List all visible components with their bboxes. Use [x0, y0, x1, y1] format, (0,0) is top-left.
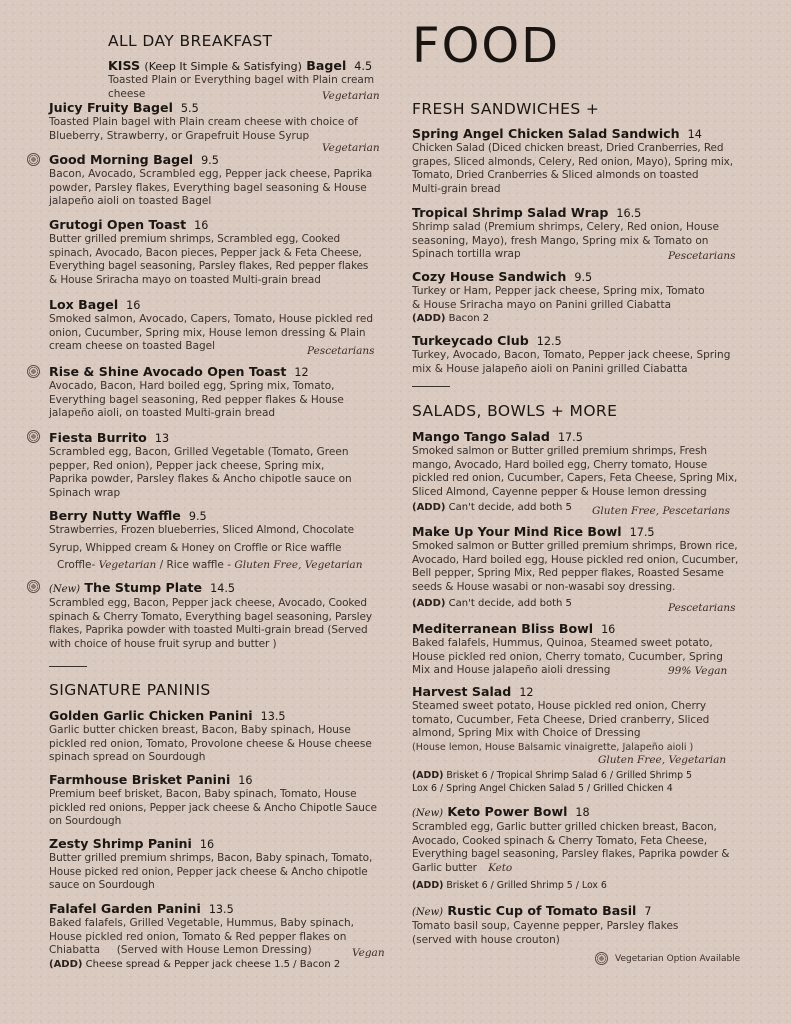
- new-badge: (New): [412, 907, 444, 918]
- item-price: 12.5: [536, 335, 562, 348]
- item-name: Fiesta Burrito: [49, 430, 147, 445]
- item-desc: almond, Spring Mix with Choice of Dressing: [412, 727, 641, 740]
- item-desc: Shrimp salad (Premium shrimps, Celery, Red onion, House: [412, 221, 719, 233]
- item-price: 12: [294, 366, 309, 379]
- item-desc: Steamed sweet potato, House pickled red onion, Cherry: [412, 700, 707, 712]
- item-name: Good Morning Bagel: [49, 152, 194, 167]
- item-name: Lox Bagel: [49, 297, 119, 312]
- item-desc: Chicken Salad (Diced chicken breast, Dried Cranberries, Red: [412, 142, 724, 154]
- item-desc: mix & House jalapeño aioli on Panini grilled Ciabatta: [412, 362, 688, 375]
- item-desc: Smoked salmon, Avocado, Capers, Tomato, House pickled red: [49, 313, 374, 325]
- item-price: 16: [199, 838, 215, 851]
- breakfast-section-title: ALL DAY BREAKFAST: [108, 32, 273, 50]
- item-price: 12: [519, 686, 534, 699]
- item-desc: grapes, Sliced almonds, Celery, Red onion, Mayo), Spring mix,: [412, 155, 734, 168]
- item-desc: Garlic butter chicken breast, Bacon, Baby spinach, House: [49, 724, 351, 736]
- item-desc: (House lemon, House Balsamic vinaigrette, Jalapeño aioli ): [412, 741, 694, 753]
- item-price: 13.5: [208, 903, 234, 916]
- menu-item-harvest-salad: [412, 684, 762, 796]
- menu-item-golden-garlic-panini: [49, 708, 394, 765]
- item-desc: Croffle-: [57, 559, 96, 572]
- item-price: 18: [575, 806, 590, 819]
- item-desc: Premium beef brisket, Bacon, Baby spinach, Tomato, House: [49, 788, 357, 800]
- item-desc: Tomato basil soup, Cayenne pepper, Parsley flakes: [412, 920, 679, 932]
- item-name: Golden Garlic Chicken Panini: [49, 708, 253, 723]
- menu-item-zesty-shrimp-panini: [49, 836, 394, 893]
- item-desc: Turkey, Avocado, Bacon, Tomato, Pepper jack cheese, Spring: [412, 349, 731, 361]
- item-desc: spinach spread on Sourdough: [49, 751, 206, 764]
- item-price: 16.5: [616, 207, 642, 220]
- item-price: 13.5: [260, 710, 286, 723]
- diet-tag: Pescetarians: [307, 345, 375, 357]
- item-name: Keto Power Bowl: [447, 804, 568, 819]
- add-text: Brisket 6 / Grilled Shrimp 5 / Lox 6: [446, 880, 607, 892]
- diet-tag: Vegetarian: [322, 142, 380, 154]
- add-label: (ADD): [49, 958, 83, 970]
- menu-item-keto-power-bowl: [412, 804, 762, 893]
- menu-item-falafel-garden-panini: [49, 901, 394, 971]
- item-desc: Bell pepper, Spring Mix, Red pepper flakes, Roasted Sesame: [412, 567, 724, 580]
- item-name: Rustic Cup of Tomato Basil: [447, 903, 637, 918]
- item-desc: Everything bagel seasoning, Red pepper flakes & House: [49, 393, 344, 406]
- item-desc: Scrambled egg, Bacon, Grilled Vegetable (Tomato, Green: [49, 446, 349, 458]
- diet-tag: Gluten Free, Vegetarian: [234, 559, 363, 572]
- item-desc: Multi-grain bread: [412, 182, 501, 195]
- menu-item-fiesta-burrito: [49, 430, 394, 500]
- item-price: 16: [601, 623, 616, 636]
- menu-item-stump-plate: [49, 580, 394, 651]
- salads-section-title: SALADS, BOWLS + MORE: [412, 402, 618, 420]
- vegetarian-option-icon: [595, 952, 608, 965]
- add-text: Brisket 6 / Tropical Shrimp Salad 6 / Grilled Shrimp 5: [446, 770, 693, 782]
- add-text: Can't decide, add both 5: [448, 598, 572, 610]
- add-text: Can't decide, add both 5: [448, 502, 572, 514]
- item-price: 9.5: [188, 510, 207, 523]
- new-badge: (New): [49, 584, 81, 595]
- add-label: (ADD): [412, 880, 444, 892]
- add-text: Bacon 2: [448, 313, 490, 325]
- item-desc: Scrambled egg, Bacon, Pepper jack cheese, Avocado, Cooked: [49, 597, 367, 609]
- menu-item-good-morning-bagel: [49, 152, 394, 209]
- add-label: (ADD): [412, 502, 446, 514]
- item-desc: spinach & Cherry Tomato, Everything bagel seasoning, Parsley: [49, 610, 372, 623]
- item-price: 14: [687, 128, 702, 141]
- item-desc: Scrambled egg, Garlic butter grilled chicken breast, Bacon,: [412, 821, 717, 833]
- diet-tag: Gluten Free, Vegetarian: [598, 754, 727, 766]
- menu-item-make-up-rice-bowl: [412, 524, 762, 611]
- item-desc: mango, Avocado, Hard boiled egg, Cherry tomato, House: [412, 458, 708, 471]
- item-name: Farmhouse Brisket Panini: [49, 772, 231, 787]
- item-desc: spinach, Avocado, Bacon pieces, Pepper jack & Feta Cheese,: [49, 246, 362, 259]
- item-desc: Sliced Almond, Cayenne pepper & House lemon dressing: [412, 485, 707, 498]
- item-price: 7: [644, 905, 652, 918]
- item-desc: tomato, Cucumber, Feta Cheese, Dried cranberry, Sliced: [412, 713, 710, 726]
- item-desc: cheese: [108, 87, 146, 100]
- item-price: 17.5: [629, 526, 655, 539]
- item-desc: Turkey or Ham, Pepper jack cheese, Spring mix, Tomato: [412, 285, 705, 297]
- item-desc: / Rice waffle -: [159, 559, 232, 572]
- item-desc: sauce on Sourdough: [49, 879, 155, 892]
- item-name: Juicy Fruity Bagel: [49, 100, 173, 115]
- item-desc: Avocado, Bacon, Hard boiled egg, Spring mix, Tomato,: [49, 380, 335, 392]
- item-name: Grutogi Open Toast: [49, 217, 187, 232]
- menu-item-berry-nutty-waffle: [49, 508, 394, 573]
- item-desc: Smoked salmon or Butter grilled premium shrimps, Brown rice,: [412, 540, 738, 552]
- item-name: KISS: [108, 58, 141, 73]
- item-price: 16: [194, 219, 209, 232]
- item-desc: flakes, Paprika powder with toasted Multi-grain bread (Served: [49, 624, 368, 637]
- diet-tag: Pescetarians: [668, 250, 736, 262]
- item-price: 9.5: [574, 271, 593, 284]
- item-desc: Tomato, Dried Cranberries & Sliced almonds on toasted: [412, 169, 699, 182]
- diet-tag: Pescetarians: [668, 602, 736, 614]
- diet-tag: Vegetarian: [98, 559, 157, 572]
- item-desc: pickled red onions, Pepper jack cheese & Ancho Chipotle Sauce: [49, 801, 377, 814]
- item-desc: Spinach wrap: [49, 486, 121, 499]
- item-desc: House pickled red onion, Tomato & Red pepper flakes on: [49, 930, 347, 943]
- menu-item-juicy-fruity-bagel: [49, 100, 394, 143]
- item-desc: Butter grilled premium shrimps, Scrambled egg, Cooked: [49, 233, 341, 245]
- item-desc: jalapeño aioli, on toasted Multi-grain bread: [49, 407, 276, 420]
- item-desc: Chiabatta (Served with House Lemon Dressing): [49, 944, 312, 957]
- item-desc: on Sourdough: [49, 815, 122, 828]
- item-desc: Mix and House jalapeño aioli dressing: [412, 664, 611, 677]
- section-divider: [49, 666, 87, 667]
- item-price: 13: [154, 432, 170, 445]
- item-price: 16: [126, 299, 141, 312]
- item-desc: House pickled red onion, Cherry tomato, Cucumber, Spring: [412, 650, 723, 663]
- item-name: Cozy House Sandwich: [412, 269, 567, 284]
- food-title: FOOD: [412, 18, 561, 74]
- item-desc: powder, Parsley flakes, Everything bagel seasoning & House: [49, 181, 367, 194]
- vegetarian-option-icon: [27, 153, 40, 166]
- menu-item-rustic-tomato-basil: [412, 903, 762, 947]
- add-text: Cheese spread & Pepper jack cheese 1.5 / Bacon 2: [85, 958, 341, 970]
- item-desc: Strawberries, Frozen blueberries, Sliced Almond, Chocolate: [49, 524, 354, 536]
- menu-item-cozy-house-sandwich: [412, 269, 762, 326]
- item-name: Zesty Shrimp Panini: [49, 836, 192, 851]
- item-desc: Everything bagel seasoning, Parsley flakes, Red pepper flakes: [49, 260, 369, 273]
- item-desc: Avocado, Cooked spinach & Cherry Tomato, Feta Cheese,: [412, 834, 708, 847]
- section-divider: [412, 386, 450, 387]
- add-label: (ADD): [412, 313, 446, 325]
- item-desc: Toasted Plain bagel with Plain cream cheese with choice of: [49, 116, 358, 128]
- item-name-paren: (Keep It Simple & Satisfying): [144, 60, 302, 73]
- vegetarian-option-icon: [27, 430, 40, 443]
- menu-item-mango-tango-salad: [412, 429, 762, 515]
- item-name: The Stump Plate: [84, 580, 203, 595]
- item-name: Mango Tango Salad: [412, 429, 550, 444]
- item-price: 16: [238, 774, 253, 787]
- item-price: 4.5: [354, 60, 373, 73]
- item-desc: onion, Cucumber, Spring mix, House lemon dressing & Plain: [49, 326, 366, 339]
- sandwich-section-title: FRESH SANDWICHES +: [412, 100, 600, 118]
- item-desc: pepper, Red onion), Pepper jack cheese, Spring mix,: [49, 459, 325, 472]
- item-desc: Blueberry, Strawberry, or Grapefruit House Syrup: [49, 129, 310, 142]
- item-desc: Garlic butter: [412, 861, 477, 874]
- item-desc: seasoning, Mayo), fresh Mango, Spring mix & Tomato on: [412, 234, 709, 247]
- diet-tag: Gluten Free, Pescetarians: [592, 505, 731, 517]
- item-desc: (served with house crouton): [412, 933, 560, 946]
- diet-tag: Vegetarian: [322, 90, 380, 102]
- item-desc: & House Sriracha mayo on Panini grilled Ciabatta: [412, 298, 672, 311]
- vegetarian-option-icon: [27, 580, 40, 593]
- add-text: Lox 6 / Spring Angel Chicken Salad 5 / Grilled Chicken 4: [412, 782, 673, 794]
- vegetarian-option-icon: [27, 365, 40, 378]
- item-desc: House picked red onion, Pepper jack cheese & Ancho chipotle: [49, 865, 368, 878]
- item-desc: Spinach tortilla wrap: [412, 248, 521, 261]
- item-desc: Everything bagel seasoning, Parsley flakes, Paprika powder &: [412, 848, 730, 861]
- item-name: Falafel Garden Panini: [49, 901, 201, 916]
- menu-item-grutogi-open-toast: [49, 217, 394, 287]
- item-desc: & House Sriracha mayo on toasted Multi-grain bread: [49, 273, 321, 286]
- item-desc: Avocado, Hard boiled egg, House pickled red onion, Cucumber,: [412, 553, 739, 566]
- item-desc: cream cheese on toasted Bagel: [49, 340, 216, 353]
- diet-tag: Vegan: [352, 947, 385, 959]
- item-desc: Bacon, Avocado, Scrambled egg, Pepper jack cheese, Paprika: [49, 168, 373, 180]
- vegetarian-option-note: Vegetarian Option Available: [615, 954, 741, 964]
- item-name: Spring Angel Chicken Salad Sandwich: [412, 126, 680, 141]
- item-name: Make Up Your Mind Rice Bowl: [412, 524, 622, 539]
- menu-item-turkeycado-club: [412, 333, 762, 376]
- menu-item-farmhouse-brisket-panini: [49, 772, 394, 829]
- menu-item-spring-angel-sandwich: [412, 126, 762, 196]
- item-desc: Baked falafels, Hummus, Quinoa, Steamed sweet potato,: [412, 637, 713, 649]
- menu-item-rise-shine-toast: [49, 364, 394, 421]
- item-desc: Smoked salmon or Butter grilled premium shrimps, Fresh: [412, 445, 707, 457]
- item-name: Harvest Salad: [412, 684, 512, 699]
- item-price: 17.5: [557, 431, 583, 444]
- item-desc: Toasted Plain or Everything bagel with Plain cream: [108, 74, 375, 86]
- item-desc: Syrup, Whipped cream & Honey on Croffle or Rice waffle: [49, 541, 342, 554]
- item-desc: seeds & House wasabi or non-wasabi soy dressing.: [412, 580, 676, 593]
- item-name: Turkeycado Club: [412, 333, 529, 348]
- item-desc: pickled red onion, Tomato, Provolone cheese & House cheese: [49, 737, 372, 750]
- item-name: Berry Nutty Waffle: [49, 508, 181, 523]
- item-desc: pickled red onion, Cucumber, Capers, Feta Cheese, Spring Mix,: [412, 472, 738, 485]
- panini-section-title: SIGNATURE PANINIS: [49, 681, 211, 699]
- add-label: (ADD): [412, 770, 444, 782]
- item-name: Rise & Shine Avocado Open Toast: [49, 364, 287, 379]
- item-desc: jalapeño aioli on toasted Bagel: [49, 195, 212, 208]
- add-label: (ADD): [412, 598, 446, 610]
- item-desc: Baked falafels, Grilled Vegetable, Hummus, Baby spinach,: [49, 917, 354, 929]
- item-desc: Butter grilled premium shrimps, Bacon, Baby spinach, Tomato,: [49, 852, 373, 864]
- item-desc: Paprika powder, Parsley flakes & Ancho chipotle sauce on: [49, 473, 352, 486]
- diet-tag: Keto: [488, 861, 513, 874]
- item-name: Tropical Shrimp Salad Wrap: [412, 205, 609, 220]
- item-name-tail: Bagel: [306, 58, 347, 73]
- item-price: 5.5: [180, 102, 199, 115]
- diet-tag: 99% Vegan: [668, 665, 728, 677]
- item-price: 9.5: [201, 154, 219, 167]
- item-desc: with choice of house fruit syrup and butter ): [49, 637, 277, 650]
- item-price: 14.5: [210, 582, 236, 595]
- item-name: Mediterranean Bliss Bowl: [412, 621, 594, 636]
- new-badge: (New): [412, 808, 444, 819]
